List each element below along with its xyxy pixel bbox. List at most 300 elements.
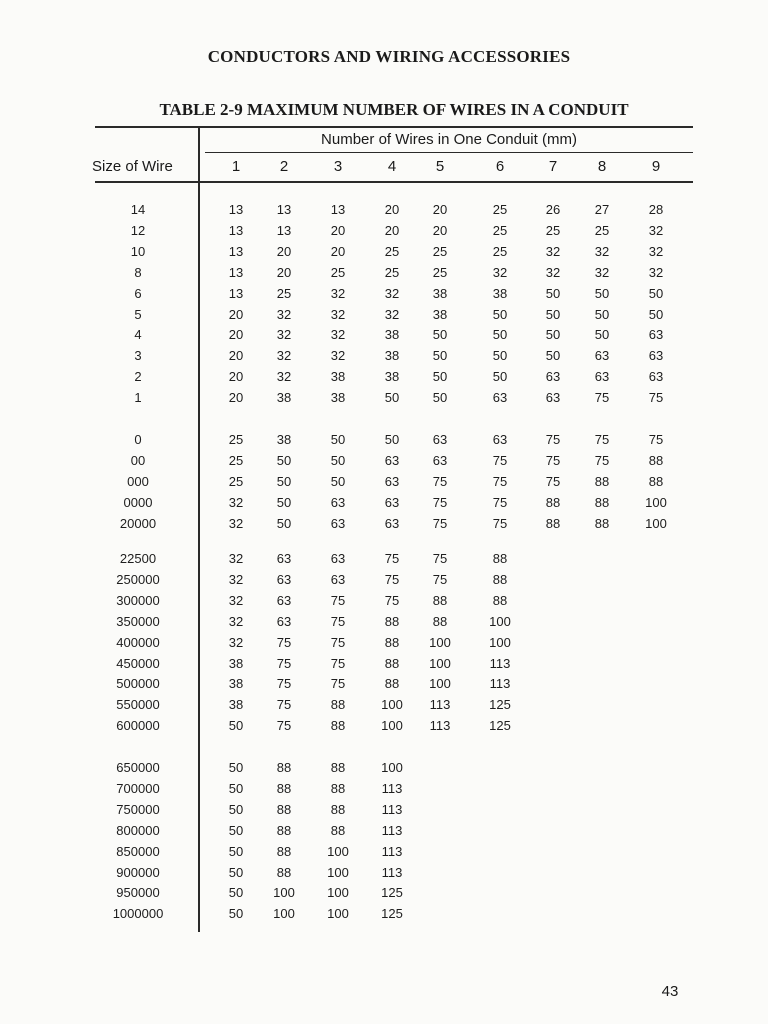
table-cell: 75 xyxy=(330,676,346,692)
table-cell: 50 xyxy=(545,306,561,322)
table-cell: 100 xyxy=(489,634,511,650)
table-cell: 38 xyxy=(276,390,292,406)
wire-size-cell: 0000 xyxy=(123,494,153,510)
table-cell: 88 xyxy=(276,822,292,838)
table-cell: 75 xyxy=(384,571,400,587)
column-header: 4 xyxy=(387,158,397,175)
table-cell: 50 xyxy=(330,432,346,447)
table-cell: 25 xyxy=(432,264,448,280)
table-cell: 88 xyxy=(545,515,561,531)
table-cell: 113 xyxy=(429,697,451,713)
table-cell: 38 xyxy=(330,369,346,385)
wire-size-cell: 350000 xyxy=(116,613,160,629)
table-row xyxy=(0,612,768,632)
table-cell: 88 xyxy=(276,780,292,796)
table-cell: 25 xyxy=(384,243,400,259)
table-cell: 32 xyxy=(648,264,664,280)
column-header: 3 xyxy=(333,158,343,175)
column-header: 2 xyxy=(279,158,289,175)
table-cell: 75 xyxy=(276,655,292,671)
table-cell: 28 xyxy=(648,202,664,217)
wire-size-cell: 250000 xyxy=(116,571,160,587)
table-cell: 75 xyxy=(545,473,561,489)
table-cell: 75 xyxy=(648,432,664,447)
table-row xyxy=(0,305,768,325)
table-cell: 38 xyxy=(384,369,400,385)
table-cell: 32 xyxy=(330,348,346,364)
table-cell: 75 xyxy=(432,571,448,587)
table-cell: 63 xyxy=(545,369,561,385)
group-header-rule xyxy=(205,152,693,153)
table-cell: 88 xyxy=(432,613,448,629)
table-cell: 88 xyxy=(330,760,346,775)
table-cell: 88 xyxy=(330,697,346,713)
table-cell: 20 xyxy=(228,327,244,343)
wire-size-cell: 800000 xyxy=(116,822,160,838)
table-cell: 113 xyxy=(381,780,403,796)
table-row xyxy=(0,758,768,778)
table-cell: 75 xyxy=(276,634,292,650)
table-cell: 63 xyxy=(492,390,508,406)
wire-size-cell: 450000 xyxy=(116,655,160,671)
table-cell: 63 xyxy=(276,613,292,629)
table-cell: 20 xyxy=(276,243,292,259)
table-cell: 20 xyxy=(228,306,244,322)
table-cell: 75 xyxy=(276,676,292,692)
wire-size-cell: 400000 xyxy=(116,634,160,650)
table-top-rule xyxy=(95,126,693,128)
wire-size-cell: 3 xyxy=(134,348,142,364)
table-row xyxy=(0,821,768,841)
table-cell: 75 xyxy=(276,718,292,734)
table-cell: 88 xyxy=(384,655,400,671)
wire-size-cell: 4 xyxy=(134,327,142,343)
table-cell: 63 xyxy=(330,551,346,566)
table-cell: 88 xyxy=(276,801,292,817)
table-row xyxy=(0,570,768,590)
table-cell: 75 xyxy=(594,452,610,468)
table-cell: 100 xyxy=(489,613,511,629)
table-cell: 20 xyxy=(384,222,400,238)
table-cell: 50 xyxy=(492,327,508,343)
wire-size-cell: 0 xyxy=(134,432,142,447)
table-cell: 50 xyxy=(276,494,292,510)
wire-size-cell: 12 xyxy=(130,222,146,238)
table-cell: 50 xyxy=(228,780,244,796)
table-title: TABLE 2-9 MAXIMUM NUMBER OF WIRES IN A CONDUIT xyxy=(159,100,629,119)
table-cell: 20 xyxy=(384,202,400,217)
table-cell: 13 xyxy=(228,243,244,259)
table-cell: 13 xyxy=(228,222,244,238)
table-cell: 113 xyxy=(489,676,511,692)
table-cell: 25 xyxy=(432,243,448,259)
table-cell: 50 xyxy=(276,515,292,531)
table-row xyxy=(0,367,768,387)
table-cell: 32 xyxy=(545,243,561,259)
table-row xyxy=(0,779,768,799)
table-cell: 63 xyxy=(276,571,292,587)
table-cell: 32 xyxy=(330,285,346,301)
table-cell: 88 xyxy=(648,473,664,489)
table-cell: 88 xyxy=(276,760,292,775)
table-cell: 75 xyxy=(330,592,346,608)
table-row xyxy=(0,263,768,283)
table-cell: 38 xyxy=(384,327,400,343)
table-cell: 50 xyxy=(648,285,664,301)
wire-size-cell: 6 xyxy=(134,285,142,301)
table-cell: 50 xyxy=(432,327,448,343)
table-cell: 20 xyxy=(228,369,244,385)
wire-size-cell: 650000 xyxy=(116,760,160,775)
table-cell: 13 xyxy=(276,202,292,217)
table-row xyxy=(0,904,768,924)
table-cell: 50 xyxy=(432,369,448,385)
column-header: 6 xyxy=(495,158,505,175)
table-cell: 50 xyxy=(594,306,610,322)
wire-size-cell: 5 xyxy=(134,306,142,322)
table-cell: 50 xyxy=(432,390,448,406)
table-cell: 13 xyxy=(276,222,292,238)
table-cell: 32 xyxy=(228,634,244,650)
table-cell: 25 xyxy=(492,222,508,238)
stub-header: Size of Wire xyxy=(92,158,173,175)
table-cell: 32 xyxy=(228,613,244,629)
table-cell: 50 xyxy=(545,348,561,364)
table-row xyxy=(0,842,768,862)
table-cell: 50 xyxy=(384,390,400,406)
page-number: 43 xyxy=(661,983,679,1000)
table-cell: 13 xyxy=(228,285,244,301)
table-row xyxy=(0,472,768,492)
table-cell: 32 xyxy=(648,222,664,238)
table-cell: 63 xyxy=(384,494,400,510)
table-cell: 75 xyxy=(384,551,400,566)
table-row xyxy=(0,493,768,513)
table-cell: 38 xyxy=(330,390,346,406)
table-cell: 88 xyxy=(384,676,400,692)
table-cell: 113 xyxy=(381,843,403,859)
table-cell: 75 xyxy=(492,452,508,468)
header-bottom-rule xyxy=(95,181,693,183)
table-cell: 26 xyxy=(545,202,561,217)
table-cell: 100 xyxy=(327,885,349,901)
wire-size-cell: 550000 xyxy=(116,697,160,713)
table-cell: 88 xyxy=(492,592,508,608)
table-cell: 75 xyxy=(594,432,610,447)
table-cell: 88 xyxy=(594,473,610,489)
table-cell: 88 xyxy=(276,864,292,880)
table-row xyxy=(0,863,768,883)
column-header: 7 xyxy=(548,158,558,175)
table-cell: 38 xyxy=(492,285,508,301)
wire-size-cell: 2 xyxy=(134,369,142,385)
table-cell: 50 xyxy=(594,327,610,343)
table-cell: 63 xyxy=(276,592,292,608)
table-cell: 88 xyxy=(648,452,664,468)
table-cell: 75 xyxy=(492,473,508,489)
table-cell: 50 xyxy=(228,906,244,922)
table-cell: 100 xyxy=(381,697,403,713)
wire-size-cell: 20000 xyxy=(119,515,157,531)
table-cell: 100 xyxy=(429,676,451,692)
table-cell: 32 xyxy=(276,327,292,343)
table-cell: 125 xyxy=(489,697,511,713)
table-cell: 63 xyxy=(432,452,448,468)
table-cell: 100 xyxy=(273,885,295,901)
table-cell: 32 xyxy=(384,306,400,322)
table-row xyxy=(0,200,768,220)
table-cell: 63 xyxy=(384,515,400,531)
column-header: 8 xyxy=(597,158,607,175)
table-row xyxy=(0,430,768,450)
table-cell: 38 xyxy=(276,432,292,447)
table-cell: 75 xyxy=(594,390,610,406)
table-row xyxy=(0,388,768,408)
table-cell: 50 xyxy=(228,760,244,775)
table-cell: 100 xyxy=(327,843,349,859)
table-cell: 25 xyxy=(330,264,346,280)
wire-size-cell: 10 xyxy=(130,243,146,259)
wire-size-cell: 950000 xyxy=(116,885,160,901)
table-cell: 63 xyxy=(330,571,346,587)
table-cell: 50 xyxy=(228,822,244,838)
table-cell: 75 xyxy=(545,452,561,468)
table-cell: 75 xyxy=(330,655,346,671)
table-cell: 63 xyxy=(648,348,664,364)
table-cell: 38 xyxy=(432,285,448,301)
table-cell: 75 xyxy=(545,432,561,447)
table-cell: 113 xyxy=(381,822,403,838)
table-cell: 63 xyxy=(492,432,508,447)
table-cell: 63 xyxy=(648,327,664,343)
table-cell: 75 xyxy=(492,494,508,510)
wire-size-cell: 850000 xyxy=(116,843,160,859)
table-cell: 100 xyxy=(327,864,349,880)
table-cell: 32 xyxy=(545,264,561,280)
wire-size-cell: 1000000 xyxy=(112,906,164,922)
table-cell: 32 xyxy=(228,571,244,587)
table-cell: 88 xyxy=(492,571,508,587)
table-cell: 20 xyxy=(432,222,448,238)
table-row xyxy=(0,221,768,241)
table-row xyxy=(0,451,768,471)
table-cell: 100 xyxy=(327,906,349,922)
table-row xyxy=(0,654,768,674)
table-cell: 88 xyxy=(330,718,346,734)
table-cell: 75 xyxy=(384,592,400,608)
table-cell: 50 xyxy=(492,306,508,322)
table-cell: 50 xyxy=(228,864,244,880)
wire-size-cell: 600000 xyxy=(116,718,160,734)
table-cell: 125 xyxy=(489,718,511,734)
table-row xyxy=(0,325,768,345)
table-cell: 32 xyxy=(228,494,244,510)
table-cell: 38 xyxy=(228,676,244,692)
wire-size-cell: 000 xyxy=(127,473,149,489)
table-row xyxy=(0,514,768,534)
table-cell: 88 xyxy=(545,494,561,510)
table-cell: 113 xyxy=(381,801,403,817)
table-cell: 32 xyxy=(228,515,244,531)
table-cell: 20 xyxy=(228,390,244,406)
table-cell: 50 xyxy=(276,473,292,489)
table-cell: 88 xyxy=(492,551,508,566)
wire-size-cell: 1 xyxy=(134,390,142,406)
table-cell: 50 xyxy=(432,348,448,364)
table-cell: 32 xyxy=(330,327,346,343)
table-cell: 88 xyxy=(330,801,346,817)
wire-size-cell: 300000 xyxy=(116,592,160,608)
table-cell: 20 xyxy=(330,243,346,259)
wire-size-cell: 8 xyxy=(134,264,142,280)
table-cell: 63 xyxy=(594,348,610,364)
table-cell: 13 xyxy=(330,202,346,217)
table-cell: 32 xyxy=(384,285,400,301)
table-cell: 50 xyxy=(228,801,244,817)
table-row xyxy=(0,633,768,653)
table-cell: 20 xyxy=(228,348,244,364)
table-cell: 113 xyxy=(489,655,511,671)
table-cell: 32 xyxy=(276,369,292,385)
table-cell: 100 xyxy=(381,718,403,734)
column-header: 5 xyxy=(435,158,445,175)
table-cell: 50 xyxy=(228,885,244,901)
table-cell: 20 xyxy=(276,264,292,280)
table-cell: 50 xyxy=(330,452,346,468)
table-row xyxy=(0,674,768,694)
table-cell: 125 xyxy=(381,906,403,922)
wire-size-cell: 750000 xyxy=(116,801,160,817)
table-cell: 63 xyxy=(594,369,610,385)
table-cell: 38 xyxy=(432,306,448,322)
chapter-heading: CONDUCTORS AND WIRING ACCESSORIES xyxy=(207,47,571,66)
table-cell: 32 xyxy=(492,264,508,280)
table-cell: 63 xyxy=(545,390,561,406)
table-cell: 32 xyxy=(228,551,244,566)
table-cell: 75 xyxy=(330,634,346,650)
table-cell: 50 xyxy=(276,452,292,468)
table-cell: 25 xyxy=(228,432,244,447)
table-cell: 25 xyxy=(228,473,244,489)
table-cell: 100 xyxy=(429,634,451,650)
table-cell: 88 xyxy=(594,494,610,510)
table-cell: 50 xyxy=(228,718,244,734)
table-cell: 32 xyxy=(276,306,292,322)
table-row xyxy=(0,284,768,304)
table-cell: 50 xyxy=(228,843,244,859)
table-cell: 32 xyxy=(228,592,244,608)
table-row xyxy=(0,346,768,366)
wire-size-cell: 700000 xyxy=(116,780,160,796)
table-cell: 63 xyxy=(384,452,400,468)
column-header: 1 xyxy=(231,158,241,175)
table-cell: 32 xyxy=(594,264,610,280)
table-cell: 75 xyxy=(432,473,448,489)
table-cell: 20 xyxy=(432,202,448,217)
table-cell: 88 xyxy=(330,822,346,838)
table-cell: 38 xyxy=(228,697,244,713)
table-cell: 50 xyxy=(492,369,508,385)
table-cell: 25 xyxy=(492,243,508,259)
table-cell: 63 xyxy=(330,494,346,510)
table-row xyxy=(0,800,768,820)
table-cell: 75 xyxy=(432,494,448,510)
wire-size-cell: 22500 xyxy=(119,551,157,566)
table-cell: 88 xyxy=(330,780,346,796)
table-cell: 75 xyxy=(330,613,346,629)
table-cell: 50 xyxy=(648,306,664,322)
table-cell: 88 xyxy=(594,515,610,531)
table-cell: 50 xyxy=(545,327,561,343)
table-cell: 27 xyxy=(594,202,610,217)
table-cell: 50 xyxy=(545,285,561,301)
group-header: Number of Wires in One Conduit (mm) xyxy=(321,131,577,148)
table-cell: 25 xyxy=(228,452,244,468)
table-cell: 75 xyxy=(432,515,448,531)
table-row xyxy=(0,591,768,611)
table-cell: 38 xyxy=(228,655,244,671)
column-header: 9 xyxy=(651,158,661,175)
wire-size-cell: 00 xyxy=(130,452,146,468)
table-cell: 100 xyxy=(429,655,451,671)
table-cell: 32 xyxy=(648,243,664,259)
table-cell: 63 xyxy=(648,369,664,385)
table-cell: 50 xyxy=(384,432,400,447)
table-cell: 32 xyxy=(594,243,610,259)
table-cell: 113 xyxy=(381,864,403,880)
table-cell: 113 xyxy=(429,718,451,734)
table-cell: 32 xyxy=(330,306,346,322)
table-cell: 25 xyxy=(492,202,508,217)
table-cell: 50 xyxy=(594,285,610,301)
table-row xyxy=(0,716,768,736)
wire-size-cell: 14 xyxy=(130,202,146,217)
table-cell: 100 xyxy=(381,760,403,775)
table-cell: 88 xyxy=(276,843,292,859)
table-cell: 75 xyxy=(648,390,664,406)
table-cell: 63 xyxy=(330,515,346,531)
table-cell: 88 xyxy=(432,592,448,608)
table-cell: 88 xyxy=(384,634,400,650)
table-cell: 25 xyxy=(276,285,292,301)
table-cell: 50 xyxy=(492,348,508,364)
table-cell: 50 xyxy=(330,473,346,489)
table-cell: 20 xyxy=(330,222,346,238)
table-cell: 38 xyxy=(384,348,400,364)
table-cell: 25 xyxy=(545,222,561,238)
table-cell: 75 xyxy=(432,551,448,566)
table-cell: 25 xyxy=(594,222,610,238)
table-cell: 63 xyxy=(276,551,292,566)
table-cell: 100 xyxy=(645,515,667,531)
wire-size-cell: 900000 xyxy=(116,864,160,880)
table-cell: 75 xyxy=(492,515,508,531)
table-cell: 13 xyxy=(228,264,244,280)
wire-size-cell: 500000 xyxy=(116,676,160,692)
table-cell: 88 xyxy=(384,613,400,629)
table-cell: 32 xyxy=(276,348,292,364)
table-cell: 100 xyxy=(273,906,295,922)
table-cell: 13 xyxy=(228,202,244,217)
table-row xyxy=(0,549,768,569)
table-cell: 63 xyxy=(432,432,448,447)
table-cell: 75 xyxy=(276,697,292,713)
table-row xyxy=(0,883,768,903)
table-row xyxy=(0,695,768,715)
table-row xyxy=(0,242,768,262)
table-cell: 100 xyxy=(645,494,667,510)
table-cell: 125 xyxy=(381,885,403,901)
